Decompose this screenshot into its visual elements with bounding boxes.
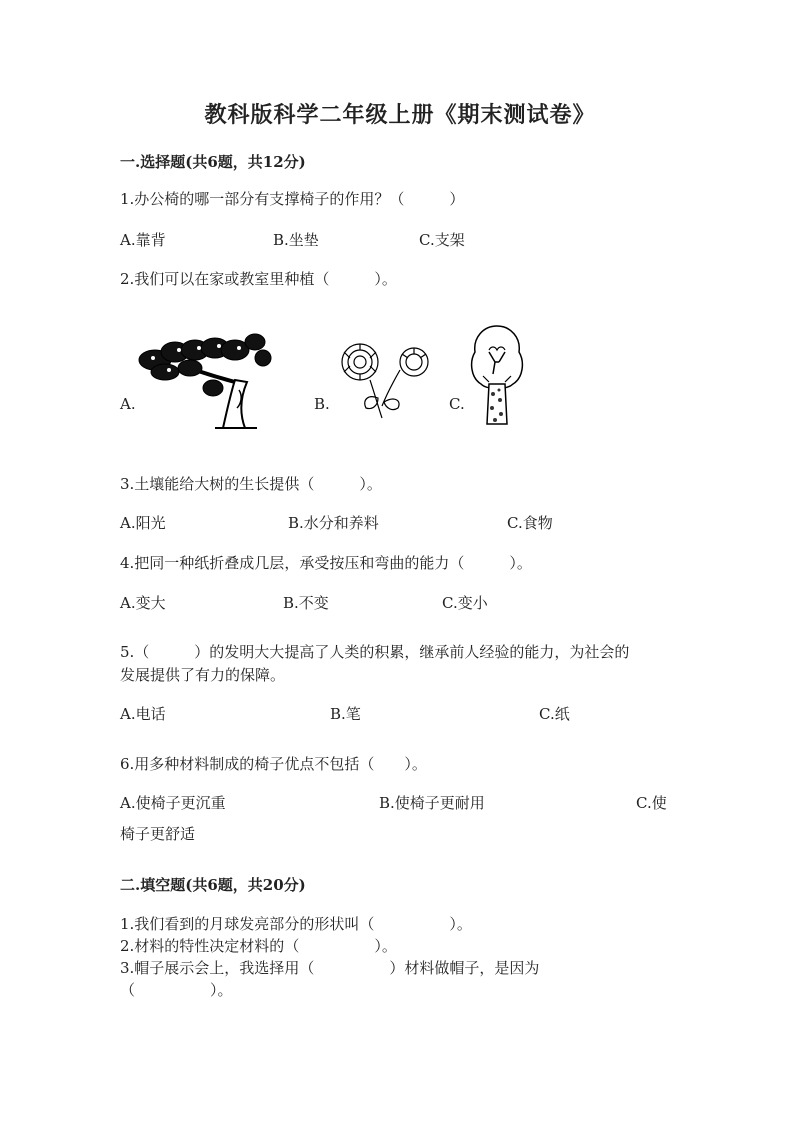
fill-question-3-line-2: （ ）。	[120, 981, 233, 999]
fill-question-3-line-1: 3.帽子展示会上，我选择用（ ）材料做帽子，是因为	[120, 959, 540, 977]
bonsai-tree-icon	[135, 330, 275, 430]
section-heading-choice: 一.选择题(共6题，共12分)	[120, 153, 306, 171]
q2-option-b: B.	[314, 395, 330, 413]
q3-option-c: C.食物	[507, 514, 553, 532]
q1-option-b: B.坐垫	[273, 231, 319, 249]
q5-option-b: B.笔	[330, 705, 361, 723]
question-6: 6.用多种材料制成的椅子优点不包括（ ）。	[120, 755, 427, 773]
fill-question-1: 1.我们看到的月球发亮部分的形状叫（ ）。	[120, 915, 472, 933]
question-5-line-1: 5.（ ）的发明大大提高了人类的积累，继承前人经验的能力，为社会的	[120, 643, 630, 661]
q1-option-c: C.支架	[419, 231, 465, 249]
q3-option-a: A.阳光	[120, 514, 166, 532]
q1-option-a: A.靠背	[120, 231, 166, 249]
fill-question-2: 2.材料的特性决定材料的（ ）。	[120, 937, 397, 955]
q4-option-b: B.不变	[283, 594, 329, 612]
question-2: 2.我们可以在家或教室里种植（ ）。	[120, 270, 397, 288]
q3-option-b: B.水分和养料	[288, 514, 379, 532]
section-heading-fill-blank: 二.填空题(共6题，共20分)	[120, 876, 306, 894]
q6-option-b: B.使椅子更耐用	[379, 794, 485, 812]
question-1: 1.办公椅的哪一部分有支撑椅子的作用？（ ）	[120, 190, 465, 208]
chrysanthemum-icon	[330, 340, 435, 420]
q5-option-c: C.纸	[539, 705, 570, 723]
q6-option-a: A.使椅子更沉重	[120, 794, 226, 812]
question-5-line-2: 发展提供了有力的保障。	[120, 666, 286, 684]
tree-icon	[465, 322, 530, 427]
q5-option-a: A.电话	[120, 705, 166, 723]
question-3: 3.土壤能给大树的生长提供（ ）。	[120, 475, 382, 493]
q6-option-c-continued: 椅子更舒适	[120, 825, 196, 843]
q4-option-c: C.变小	[442, 594, 488, 612]
q2-option-a: A.	[120, 395, 136, 413]
question-4: 4.把同一种纸折叠成几层，承受按压和弯曲的能力（ ）。	[120, 554, 532, 572]
q4-option-a: A.变大	[120, 594, 166, 612]
page-title: 教科版科学二年级上册《期末测试卷》	[204, 102, 596, 128]
q6-option-c: C.使	[636, 794, 667, 812]
q2-option-c: C.	[449, 395, 465, 413]
